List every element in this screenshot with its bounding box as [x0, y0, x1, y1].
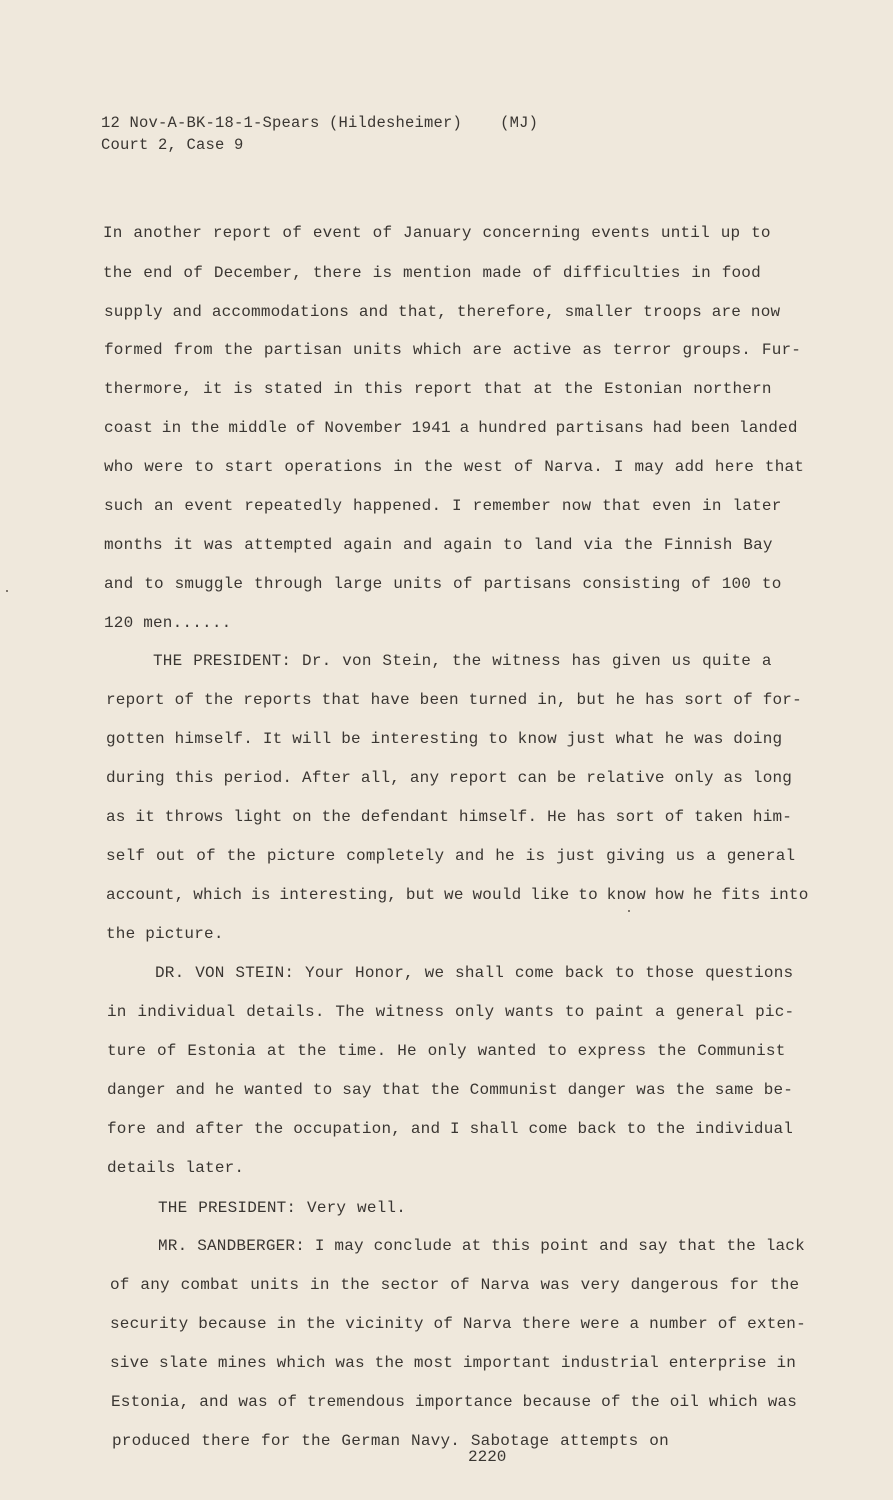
- text-line: 120 men......: [104, 614, 232, 632]
- text-line: produced there for the German Navy. Sabotage attempts on: [112, 1432, 669, 1450]
- header-line-1: [101, 112, 538, 134]
- text-line: DR. VON STEIN: Your Honor, we shall come back to those questions: [155, 964, 794, 982]
- text-line: In another report of event of January concerning events until up to: [103, 224, 771, 242]
- text-line: supply and accommodations and that, therefore, smaller troops are now: [104, 303, 781, 321]
- text-line: thermore, it is stated in this report that at the Estonian northern: [104, 380, 772, 398]
- text-line: THE PRESIDENT: Very well.: [158, 1199, 407, 1217]
- text-line: ture of Estonia at the time. He only wanted to express the Communist: [107, 1042, 786, 1060]
- text-line: in individual details. The witness only wants to paint a general pic-: [107, 1003, 795, 1021]
- document-header: [101, 112, 538, 156]
- text-line: security because in the vicinity of Narva there were a number of exten-: [110, 1315, 806, 1333]
- text-line: months it was attempted again and again to land via the Finnish Bay: [104, 536, 773, 554]
- text-line: the end of December, there is mention made of difficulties in food: [103, 264, 761, 282]
- text-line: during this period. After all, any report can be relative only as long: [106, 769, 793, 787]
- text-line: as it throws light on the defendant himself. He has sort of taken him-: [106, 808, 793, 826]
- text-line: THE PRESIDENT: Dr. von Stein, the witness has given us quite a: [153, 652, 772, 670]
- paper-speck: [6, 590, 8, 592]
- text-line: and to smuggle through large units of partisans consisting of 100 to: [104, 575, 782, 593]
- header-initials: (MJ): [500, 114, 539, 132]
- page-number: 2220: [468, 1448, 507, 1466]
- text-line: coast in the middle of November 1941 a hundred partisans had been landed: [104, 419, 798, 437]
- text-line: details later.: [107, 1159, 245, 1177]
- text-line: self out of the picture completely and he is just giving us a general: [106, 847, 796, 865]
- text-line: such an event repeatedly happened. I remember now that even in later: [104, 497, 782, 515]
- text-line: Estonia, and was of tremendous importance because of the oil which was: [111, 1393, 798, 1411]
- text-line: gotten himself. It will be interesting to know just what he was doing: [106, 730, 783, 748]
- text-line: fore and after the occupation, and I shall come back to the individual: [107, 1120, 794, 1138]
- header-reference: 12 Nov-A-BK-18-1-Spears (Hildesheimer): [101, 114, 463, 132]
- text-line: danger and he wanted to say that the Communist danger was the same be-: [107, 1081, 794, 1099]
- text-line: account, which is interesting, but we would like to know how he fits into: [106, 886, 809, 904]
- text-line: MR. SANDBERGER: I may conclude at this point and say that the lack: [158, 1237, 805, 1255]
- paper-speck: [628, 910, 630, 912]
- text-line: of any combat units in the sector of Narva was very dangerous for the: [110, 1276, 800, 1294]
- text-line: formed from the partisan units which are active as terror groups. Fur-: [104, 341, 802, 359]
- text-line: who were to start operations in the west of Narva. I may add here that: [104, 458, 805, 476]
- text-line: sive slate mines which was the most important industrial enterprise in: [110, 1354, 797, 1372]
- header-line-2: Court 2, Case 9: [101, 136, 244, 154]
- text-line: report of the reports that have been turned in, but he has sort of for-: [106, 691, 802, 709]
- text-line: the picture.: [106, 925, 224, 943]
